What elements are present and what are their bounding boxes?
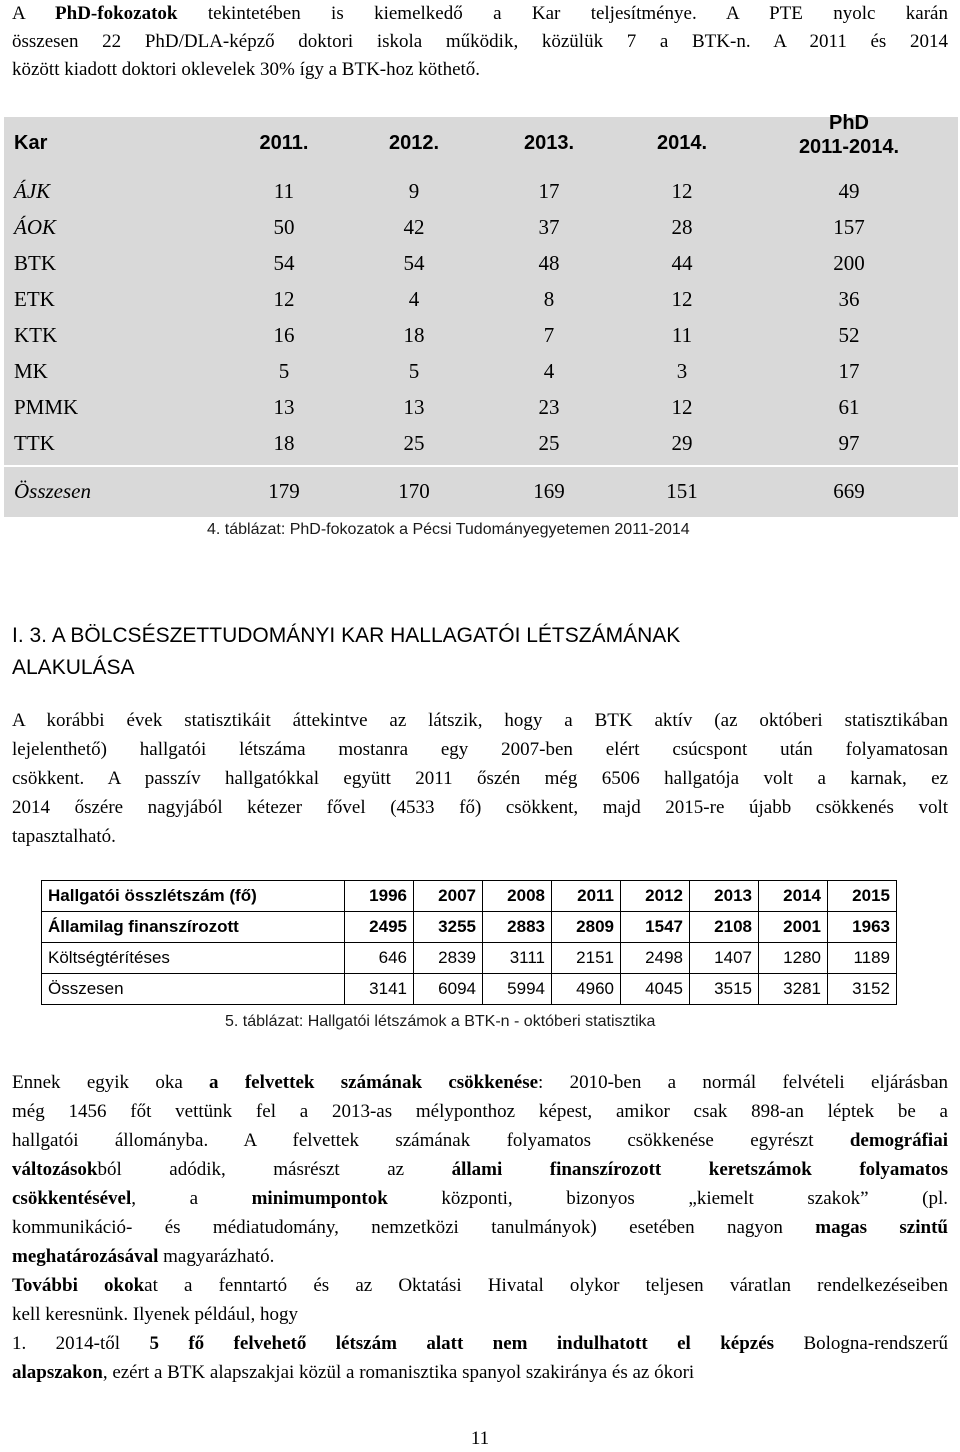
student-count: 3141 [345,974,414,1005]
paragraph-3 [12,1271,948,1329]
text-line: A korábbi évek statisztikáit áttekintve az látszik, hogy a BTK aktív (az októberi statisztikában [12,710,948,731]
student-count: 1280 [759,943,828,974]
phd-count: 61 [838,395,860,419]
student-count: 2007 [414,881,483,912]
total-count: 169 [533,479,565,503]
phd-table-row [4,281,958,317]
student-count: 3152 [828,974,897,1005]
student-count: 2011 [552,881,621,912]
phd-count: 25 [403,431,425,455]
phd-header-line: PhD [829,112,869,134]
bold-text: További okok [12,1275,145,1296]
faculty-name: ÁJK [14,179,51,203]
student-table-row [42,943,897,974]
table-separator [4,465,958,467]
student-table-row [42,974,897,1005]
phd-count: 11 [273,179,295,203]
student-count: 2012 [621,881,690,912]
student-count: 2809 [552,912,621,943]
text-line: csökkentésével, a minimumpontok központi, bizonyos „kiemelt szakok” (pl. [12,1188,949,1209]
text-line: 2014 őszére nagyjából kétezer fővel (4533 fő) csökkent, majd 2015-re újabb csökkenés volt [12,797,948,818]
bold-text: minimumpontok [251,1188,388,1209]
text-line: 1. 2014-től 5 fő felvehető létszám alatt nem indulhatott el képzés Bologna-rendszerű [12,1333,949,1354]
text-line: változásokból adódik, másrészt az állami finanszírozott keretszámok folyamatos [12,1159,948,1180]
phd-count: 4 [543,359,555,383]
paragraph-4 [12,1329,948,1387]
total-count: 170 [398,479,430,503]
student-count: 5994 [483,974,552,1005]
student-count: 2495 [345,912,414,943]
row-label: Államilag finanszírozott [42,912,345,943]
phd-count: 37 [538,215,560,239]
phd-table-row [4,209,958,245]
phd-count: 52 [838,323,860,347]
student-count: 1996 [345,881,414,912]
student-count: 2013 [690,881,759,912]
phd-table-row [4,353,958,389]
phd-count: 44 [671,251,693,275]
intro-paragraph [12,0,948,84]
phd-count: 17 [538,179,560,203]
bold-text: meghatározásával [12,1246,159,1267]
phd-header-cell: 2013. [523,132,575,154]
phd-table [4,112,958,517]
student-count: 3515 [690,974,759,1005]
phd-count: 42 [403,215,425,239]
phd-count: 13 [403,395,425,419]
student-count: 2839 [414,943,483,974]
student-count: 2001 [759,912,828,943]
phd-count: 9 [408,179,420,203]
phd-table-row [4,173,958,209]
phd-table-row [4,389,958,425]
paragraph-1 [12,706,948,851]
text-line: még 1456 főt vettünk fel a 2013-as mélyponthoz képest, amikor csak 898-an léptek be a [12,1101,948,1122]
phd-header-cell: 2011. [259,132,309,154]
phd-count: 12 [273,287,295,311]
phd-count: 50 [273,215,295,239]
student-count: 1547 [621,912,690,943]
phd-count: 23 [538,395,560,419]
faculty-name: MK [14,359,48,383]
phd-header-line: 2011-2014. [798,136,900,158]
phd-count: 28 [671,215,693,239]
faculty-name: BTK [14,251,56,275]
faculty-name: PMMK [14,395,79,419]
faculty-name: ÁOK [14,215,56,239]
bold-text: magas szintű [815,1217,948,1238]
phd-count: 97 [838,431,860,455]
phd-count: 48 [538,251,560,275]
phd-header-cell: 2012. [388,132,440,154]
text-line: hallgatói állományba. A felvettek számának folyamatos csökkenése egyrészt demográfiai [12,1130,948,1151]
total-count: 179 [268,479,300,503]
student-count: 3281 [759,974,828,1005]
phd-count: 17 [838,359,860,383]
total-label: Összesen [14,479,91,503]
phd-header-cell: Kar [14,132,48,154]
text-line: lejelenthető) hallgatói létszáma mostanra egy 2007-ben elért csúcspont után folyamatosan [12,739,948,760]
student-count: 2015 [828,881,897,912]
faculty-name: KTK [14,323,58,347]
bold-text: 5 fő felvehető létszám alatt nem indulhatott el képzés [149,1333,775,1354]
phd-count: 36 [838,287,860,311]
text-line: kell keresnünk. Ilyenek például, hogy [12,1304,298,1325]
phd-count: 7 [543,323,555,347]
phd-count: 29 [671,431,693,455]
phd-count: 12 [671,287,693,311]
phd-count: 12 [671,395,693,419]
phd-table-row [4,317,958,353]
bold-text: a felvettek számának csökkenése [209,1072,539,1093]
phd-count: 200 [833,251,865,275]
page-number: 11 [470,1428,490,1449]
text-line: között kiadott doktori oklevelek 30% így a BTK-hoz köthető. [12,59,481,80]
phd-count: 4 [408,287,420,311]
phd-count: 8 [543,287,555,311]
student-count: 6094 [414,974,483,1005]
phd-table-row [4,425,958,461]
student-count: 2108 [690,912,759,943]
student-count: 4045 [621,974,690,1005]
phd-count: 18 [273,431,295,455]
student-table-row [42,912,897,943]
student-count: 1189 [828,943,897,974]
table5-caption: 5. táblázat: Hallgatói létszámok a BTK-n - októberi statisztika [225,1013,656,1030]
bold-text: alapszakon [12,1362,103,1383]
paragraph-2 [12,1068,948,1271]
student-count: 646 [345,943,414,974]
bold-text: változások [12,1159,98,1180]
text-line: kommunikáció- és médiatudomány, nemzetközi tanulmányok) esetében nagyon magas szintű [12,1217,948,1238]
student-count: 3111 [483,943,552,974]
phd-count: 18 [403,323,425,347]
phd-count: 49 [838,179,860,203]
phd-count: 13 [273,395,295,419]
student-count: 2151 [552,943,621,974]
phd-count: 5 [408,359,420,383]
student-count: 2883 [483,912,552,943]
row-label: Költségtérítéses [42,943,345,974]
student-count: 1963 [828,912,897,943]
phd-count: 12 [671,179,693,203]
student-table-header [42,881,897,912]
phd-table-row [4,245,958,281]
student-count: 1407 [690,943,759,974]
table4-caption: 4. táblázat: PhD-fokozatok a Pécsi Tudományegyetemen 2011-2014 [207,521,690,538]
faculty-name: ETK [14,287,55,311]
section-heading [12,620,892,684]
section-heading-line1: I. 3. A BÖLCSÉSZETTUDOMÁNYI KAR HALLAGATÓI LÉTSZÁMÁNAK [12,624,681,647]
student-count: 3255 [414,912,483,943]
phd-count: 157 [833,215,865,239]
phd-table-header [4,112,958,161]
student-count: 4960 [552,974,621,1005]
phd-count: 11 [671,323,693,347]
bold-text: állami finanszírozott keretszámok folyamatos [451,1159,948,1180]
text-line: meghatározásával magyarázható. [12,1246,275,1267]
phd-count: 3 [676,359,688,383]
phd-header-cell [794,111,904,167]
bold-text: csökkentésével [12,1188,132,1209]
section-heading-line2: ALAKULÁSA [12,656,135,679]
total-count: 151 [666,479,698,503]
student-count: 2014 [759,881,828,912]
text-line: További okokat a fenntartó és az Oktatási Hivatal olykor teljesen váratlan rendelkezéseiben [12,1275,948,1296]
student-count: 2498 [621,943,690,974]
phd-count: 54 [403,251,425,275]
bold-text: PhD-fokozatok [55,3,178,24]
phd-count: 25 [538,431,560,455]
text-line: alapszakon, ezért a BTK alapszakjai közül a romanisztika spanyol szakiránya és az ókori [12,1362,695,1383]
total-count: 669 [833,479,865,503]
text-line: tapasztalható. [12,826,116,847]
row-label: Összesen [42,974,345,1005]
bold-text: demográfiai [849,1130,948,1151]
student-table [41,880,897,1005]
text-line: csökkent. A passzív hallgatókkal együtt 2011 őszén még 6506 hallgatója volt a karnak, ez [12,768,948,789]
row-label: Hallgatói összlétszám (fő) [42,881,345,912]
phd-count: 16 [273,323,295,347]
text-line: Ennek egyik oka a felvettek számának csökkenése: 2010-ben a normál felvételi eljárásban [12,1072,949,1093]
text-line: összesen 22 PhD/DLA-képző doktori iskola működik, közülük 7 a BTK-n. A 2011 és 2014 [12,31,948,52]
faculty-name: TTK [14,431,55,455]
student-count: 2008 [483,881,552,912]
phd-count: 54 [273,251,295,275]
text-line: A PhD-fokozatok tekintetében is kiemelkedő a Kar teljesítménye. A PTE nyolc karán [12,3,948,24]
phd-header-cell: 2014. [656,132,708,154]
phd-count: 5 [278,359,290,383]
phd-total-row [4,473,958,509]
